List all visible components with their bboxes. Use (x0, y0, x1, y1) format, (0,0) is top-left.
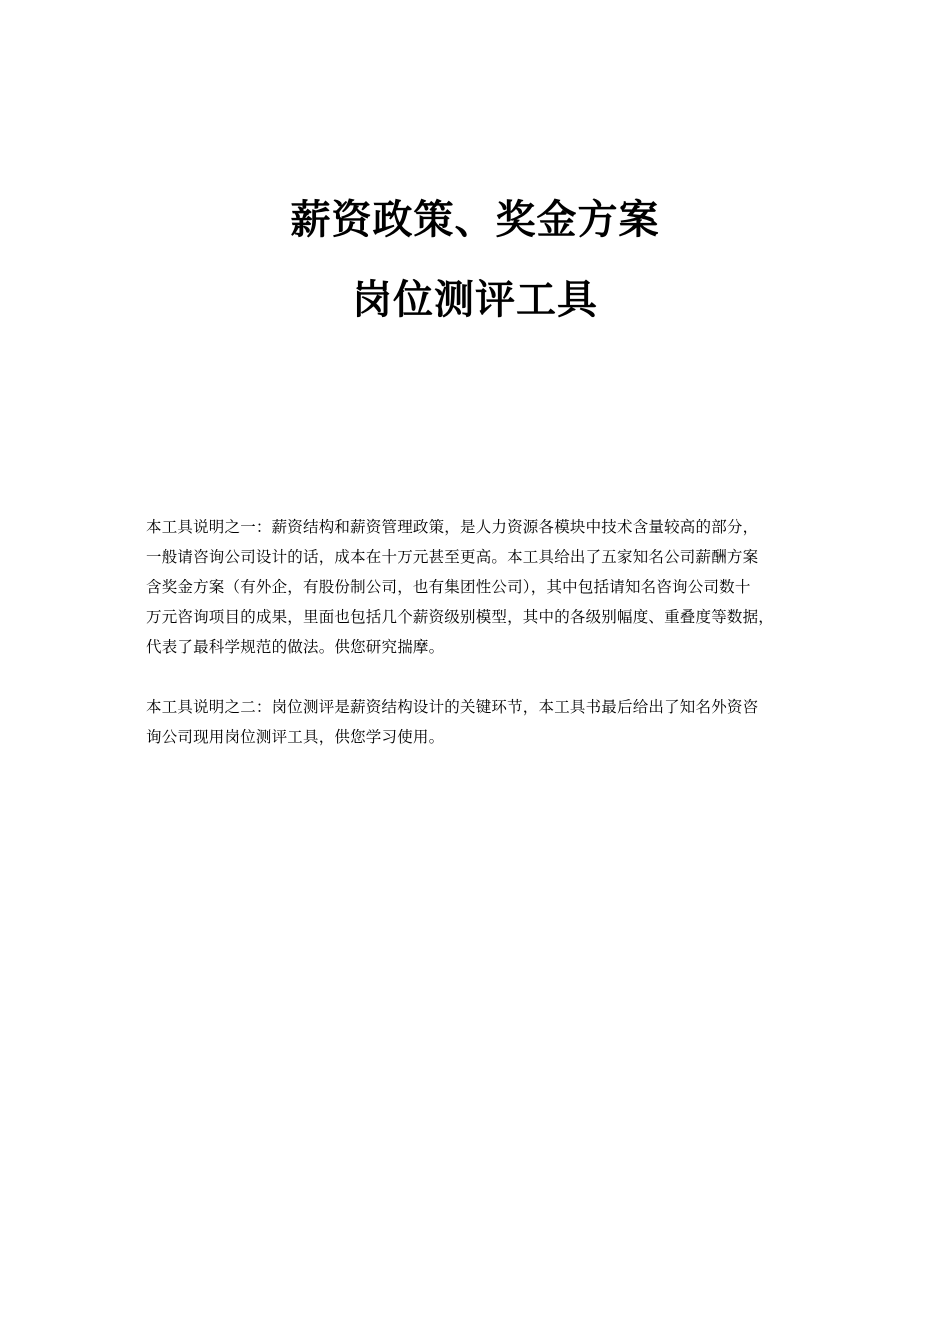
paragraph-line: 本工具说明之一：薪资结构和薪资管理政策，是人力资源各模块中技术含量较高的部分， (146, 518, 759, 536)
paragraph-2 (146, 692, 826, 752)
document-title (0, 196, 950, 324)
paragraph-1 (146, 512, 826, 662)
paragraph-line: 代表了最科学规范的做法。供您研究揣摩。 (146, 638, 445, 656)
paragraph-line: 本工具说明之二：岗位测评是薪资结构设计的关键环节，本工具书最后给出了知名外资咨 (146, 698, 759, 716)
paragraph-line: 询公司现用岗位测评工具，供您学习使用。 (146, 728, 445, 746)
title-line-1: 薪资政策、奖金方案 (290, 196, 660, 243)
document-body (146, 512, 826, 752)
paragraph-line: 一般请咨询公司设计的话，成本在十万元甚至更高。本工具给出了五家知名公司薪酬方案 (146, 548, 759, 566)
paragraph-line: 含奖金方案（有外企，有股份制公司，也有集团性公司），其中包括请知名咨询公司数十 (146, 578, 751, 596)
paragraph-line: 万元咨询项目的成果，里面也包括几个薪资级别模型，其中的各级别幅度、重叠度等数据， (146, 608, 775, 626)
title-line-2: 岗位测评工具 (352, 276, 598, 323)
